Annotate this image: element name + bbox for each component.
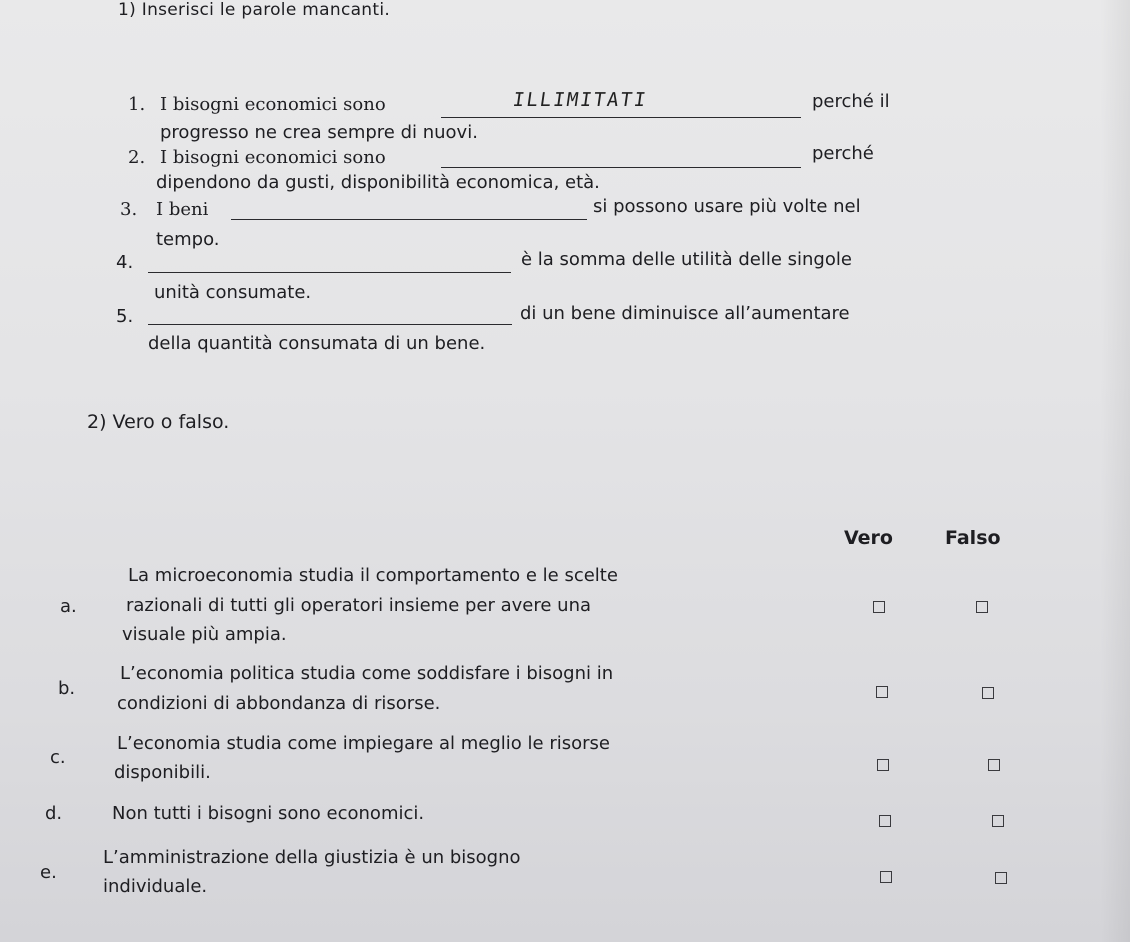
item4-after: è la somma delle utilità delle singole bbox=[521, 249, 852, 270]
item2-blank[interactable] bbox=[441, 167, 801, 168]
item1-continuation: progresso ne crea sempre di nuovi. bbox=[160, 122, 478, 143]
item-b-false-checkbox[interactable] bbox=[982, 687, 994, 699]
item-c-line2: disponibili. bbox=[114, 762, 211, 783]
item-b-line1: L’economia politica studia come soddisfare i bisogni in bbox=[120, 663, 614, 684]
item-a-letter: a. bbox=[60, 596, 77, 617]
item4-continuation: unità consumate. bbox=[154, 282, 312, 303]
item-b-letter: b. bbox=[58, 678, 76, 699]
item-e-true-checkbox[interactable] bbox=[880, 871, 892, 883]
item-a-line2: razionali di tutti gli operatori insieme per avere una bbox=[126, 595, 592, 616]
item1-before: I bisogni economici sono bbox=[160, 94, 386, 115]
item2-number: 2. bbox=[128, 147, 146, 168]
item2-after: perché bbox=[812, 143, 874, 164]
item-d-letter: d. bbox=[45, 803, 63, 824]
item-e-false-checkbox[interactable] bbox=[995, 872, 1007, 884]
page-shadow bbox=[1100, 0, 1130, 942]
item2-before: I bisogni economici sono bbox=[160, 147, 386, 168]
item1-blank[interactable] bbox=[441, 117, 801, 118]
item5-number: 5. bbox=[116, 306, 134, 327]
item-b-true-checkbox[interactable] bbox=[876, 686, 888, 698]
item-c-false-checkbox[interactable] bbox=[988, 759, 1000, 771]
item-e-letter: e. bbox=[40, 862, 57, 883]
section2-title: 2) Vero o falso. bbox=[87, 411, 230, 433]
item-a-false-checkbox[interactable] bbox=[976, 601, 988, 613]
item-d-false-checkbox[interactable] bbox=[992, 815, 1004, 827]
item-a-true-checkbox[interactable] bbox=[873, 601, 885, 613]
item3-blank[interactable] bbox=[231, 219, 587, 220]
item1-number: 1. bbox=[128, 94, 146, 115]
item-e-line2: individuale. bbox=[103, 876, 208, 897]
item-c-line1: L’economia studia come impiegare al meglio le risorse bbox=[117, 733, 610, 754]
item4-number: 4. bbox=[116, 252, 134, 273]
item3-before: I beni bbox=[156, 199, 209, 220]
item3-number: 3. bbox=[120, 199, 138, 220]
item-a-line1: La microeconomia studia il comportamento e le scelte bbox=[128, 565, 618, 586]
item5-blank[interactable] bbox=[148, 324, 512, 325]
item-c-letter: c. bbox=[50, 747, 66, 768]
item1-after: perché il bbox=[812, 91, 890, 112]
item-c-true-checkbox[interactable] bbox=[877, 759, 889, 771]
item3-after: si possono usare più volte nel bbox=[593, 196, 861, 217]
item1-handwritten-answer: ILLIMITATI bbox=[511, 89, 649, 111]
item2-continuation: dipendono da gusti, disponibilità economica, età. bbox=[156, 172, 600, 193]
item-d-true-checkbox[interactable] bbox=[879, 815, 891, 827]
item-b-line2: condizioni di abbondanza di risorse. bbox=[117, 693, 441, 714]
item5-after: di un bene diminuisce all’aumentare bbox=[520, 303, 850, 324]
item-a-line3: visuale più ampia. bbox=[122, 624, 287, 645]
item5-continuation: della quantità consumata di un bene. bbox=[148, 333, 486, 354]
column-header-true: Vero bbox=[844, 527, 893, 549]
item-e-line1: L’amministrazione della giustizia è un bisogno bbox=[103, 847, 521, 868]
item-d-line1: Non tutti i bisogni sono economici. bbox=[112, 803, 425, 824]
column-header-false: Falso bbox=[945, 527, 1001, 549]
item3-continuation: tempo. bbox=[156, 229, 220, 250]
section1-title: 1) Inserisci le parole mancanti. bbox=[118, 0, 391, 20]
item4-blank[interactable] bbox=[148, 272, 511, 273]
